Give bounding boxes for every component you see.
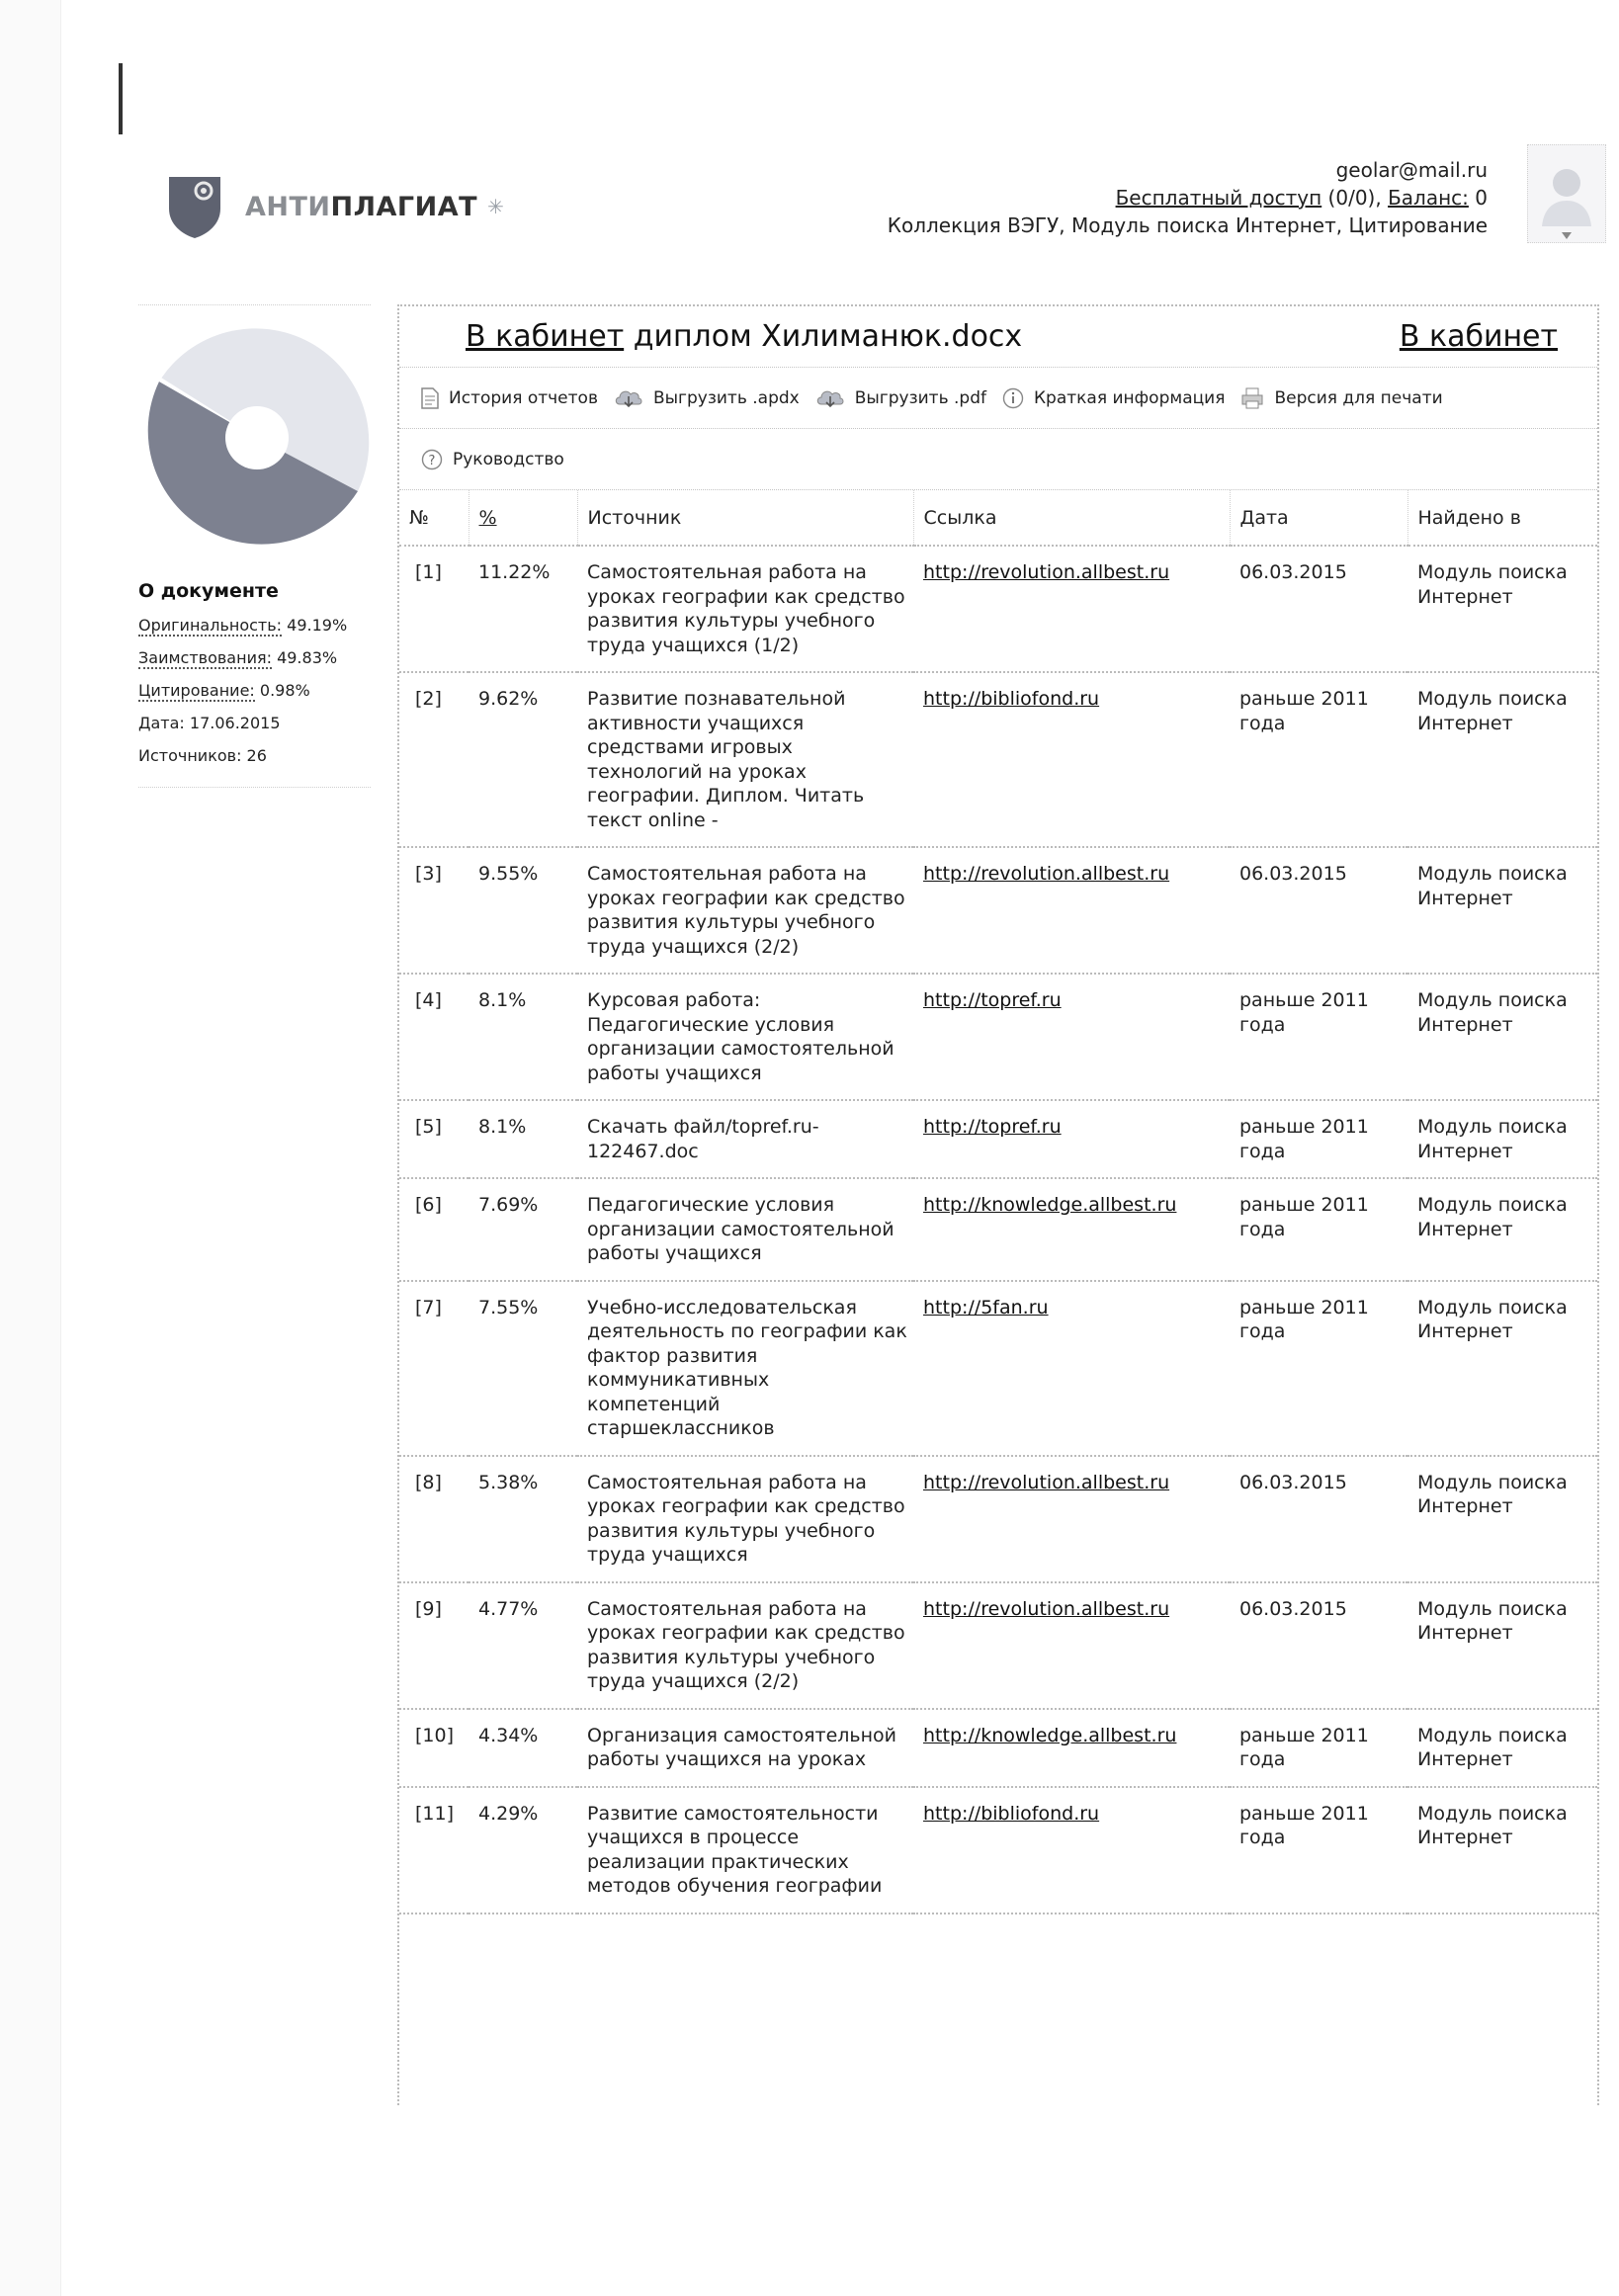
row-found-in: Модуль поиска Интернет	[1407, 847, 1597, 974]
row-number: [4]	[399, 974, 469, 1100]
source-link[interactable]: http://revolution.allbest.ru	[923, 1597, 1170, 1620]
row-found-in: Модуль поиска Интернет	[1407, 974, 1597, 1100]
row-found-in: Модуль поиска Интернет	[1407, 1456, 1597, 1582]
free-access-link[interactable]: Бесплатный доступ	[1115, 186, 1322, 210]
row-found-in: Модуль поиска Интернет	[1407, 1709, 1597, 1787]
source-link[interactable]: http://bibliofond.ru	[923, 688, 1100, 710]
row-percent: 8.1%	[469, 974, 577, 1100]
brief-info-button[interactable]: Краткая информация	[1002, 387, 1225, 409]
star-icon: ✳	[487, 195, 504, 218]
table-row	[399, 1456, 1597, 1582]
printer-icon	[1240, 386, 1264, 410]
account-info	[888, 156, 1488, 239]
balance-link[interactable]: Баланс:	[1388, 186, 1469, 210]
source-link[interactable]: http://5fan.ru	[923, 1296, 1049, 1318]
source-link[interactable]: http://topref.ru	[923, 1116, 1062, 1138]
borrowing-stat[interactable]: Заимствования: 49.83%	[138, 648, 338, 667]
col-number: №	[399, 490, 469, 546]
row-number: [2]	[399, 672, 469, 847]
export-apdx-button[interactable]: Выгрузить .apdx	[614, 386, 800, 410]
scan-mark	[119, 63, 123, 134]
svg-text:?: ?	[428, 453, 436, 468]
help-icon	[421, 449, 443, 470]
source-link[interactable]: http://knowledge.allbest.ru	[923, 1724, 1177, 1746]
sources-table	[399, 490, 1597, 1914]
cabinet-link-right[interactable]: В кабинет	[1399, 319, 1558, 354]
source-link[interactable]: http://revolution.allbest.ru	[923, 561, 1170, 583]
row-percent: 11.22%	[469, 546, 577, 672]
col-source: Источник	[577, 490, 913, 546]
row-percent: 9.62%	[469, 672, 577, 847]
row-source-title: Организация самостоятельной работы учащихся на уроках	[577, 1709, 913, 1787]
sidebar-divider	[138, 304, 371, 305]
about-document-title: О документе	[138, 580, 279, 602]
report-title	[466, 319, 1022, 354]
sources-count: Источников: 26	[138, 746, 267, 765]
table-header-row	[399, 490, 1597, 546]
row-percent: 7.69%	[469, 1178, 577, 1281]
table-row	[399, 1709, 1597, 1787]
row-found-in: Модуль поиска Интернет	[1407, 1100, 1597, 1178]
row-found-in: Модуль поиска Интернет	[1407, 1582, 1597, 1709]
row-date: 06.03.2015	[1230, 1456, 1407, 1582]
col-date: Дата	[1230, 490, 1407, 546]
row-source-title: Скачать файл/topref.ru-122467.doc	[577, 1100, 913, 1178]
table-row	[399, 1281, 1597, 1456]
row-source-title: Самостоятельная работа на уроках географии как средство развития культуры учебного труда учащихся	[577, 1456, 913, 1582]
row-date: раньше 2011 года	[1230, 672, 1407, 847]
row-number: [3]	[399, 847, 469, 974]
avatar[interactable]	[1527, 144, 1606, 243]
table-row	[399, 1100, 1597, 1178]
logo-text: АНТИПЛАГИАТ	[245, 191, 478, 222]
col-percent[interactable]: %	[469, 490, 577, 546]
row-date: 06.03.2015	[1230, 546, 1407, 672]
col-link: Ссылка	[913, 490, 1230, 546]
row-found-in: Модуль поиска Интернет	[1407, 672, 1597, 847]
document-sidebar	[138, 304, 371, 788]
row-link-cell	[913, 1709, 1230, 1787]
row-number: [9]	[399, 1582, 469, 1709]
row-number: [5]	[399, 1100, 469, 1178]
row-source-title: Самостоятельная работа на уроках географии как средство развития культуры учебного труда учащихся (1/2)	[577, 546, 913, 672]
originality-stat[interactable]: Оригинальность: 49.19%	[138, 616, 348, 635]
row-percent: 7.55%	[469, 1281, 577, 1456]
row-source-title: Учебно-исследовательская деятельность по географии как фактор развития коммуникативных компетенций старшеклассников	[577, 1281, 913, 1456]
originality-donut-chart	[140, 321, 374, 554]
row-link-cell	[913, 1582, 1230, 1709]
row-source-title: Самостоятельная работа на уроках географии как средство развития культуры учебного труда учащихся (2/2)	[577, 847, 913, 974]
row-number: [1]	[399, 546, 469, 672]
row-link-cell	[913, 546, 1230, 672]
account-modules: Коллекция ВЭГУ, Модуль поиска Интернет, Цитирование	[887, 213, 1488, 237]
document-icon	[421, 387, 439, 409]
source-link[interactable]: http://revolution.allbest.ru	[923, 863, 1170, 885]
check-date: Дата: 17.06.2015	[138, 714, 281, 732]
table-row	[399, 546, 1597, 672]
report-title-row	[399, 306, 1597, 368]
source-link[interactable]: http://bibliofond.ru	[923, 1802, 1100, 1825]
guide-button[interactable]: ? Руководство	[421, 449, 564, 470]
col-found-in: Найдено в	[1407, 490, 1597, 546]
row-link-cell	[913, 847, 1230, 974]
row-number: [10]	[399, 1709, 469, 1787]
row-found-in: Модуль поиска Интернет	[1407, 1787, 1597, 1913]
row-source-title: Самостоятельная работа на уроках географии как средство развития культуры учебного труда учащихся (2/2)	[577, 1582, 913, 1709]
row-link-cell	[913, 1178, 1230, 1281]
row-date: раньше 2011 года	[1230, 1787, 1407, 1913]
report-toolbar	[399, 368, 1597, 429]
row-source-title: Курсовая работа: Педагогические условия организации самостоятельной работы учащихся	[577, 974, 913, 1100]
row-link-cell	[913, 672, 1230, 847]
table-row	[399, 1178, 1597, 1281]
history-button[interactable]: История отчетов	[421, 387, 598, 409]
print-version-button[interactable]: Версия для печати	[1240, 386, 1442, 410]
row-link-cell	[913, 1787, 1230, 1913]
source-link[interactable]: http://revolution.allbest.ru	[923, 1471, 1170, 1493]
row-link-cell	[913, 1100, 1230, 1178]
row-date: раньше 2011 года	[1230, 1178, 1407, 1281]
row-date: раньше 2011 года	[1230, 1281, 1407, 1456]
account-access-line: Бесплатный доступ (0/0), Баланс: 0	[1115, 186, 1488, 210]
row-percent: 9.55%	[469, 847, 577, 974]
table-row	[399, 847, 1597, 974]
source-link[interactable]: http://topref.ru	[923, 989, 1062, 1011]
account-email: geolar@mail.ru	[1335, 158, 1488, 182]
row-link-cell	[913, 1281, 1230, 1456]
table-row	[399, 672, 1597, 847]
row-date: раньше 2011 года	[1230, 1100, 1407, 1178]
citation-stat[interactable]: Цитирование: 0.98%	[138, 681, 310, 700]
row-link-cell	[913, 974, 1230, 1100]
sidebar-divider	[138, 787, 371, 788]
row-percent: 4.34%	[469, 1709, 577, 1787]
cloud-download-icon	[815, 386, 845, 410]
row-number: [6]	[399, 1178, 469, 1281]
row-percent: 4.29%	[469, 1787, 577, 1913]
row-date: 06.03.2015	[1230, 847, 1407, 974]
shield-logo-icon	[166, 173, 223, 240]
cabinet-link-left[interactable]: В кабинет	[466, 319, 625, 354]
row-found-in: Модуль поиска Интернет	[1407, 546, 1597, 672]
scan-page-edge	[0, 0, 61, 2296]
antiplagiat-logo[interactable]	[166, 173, 504, 240]
row-link-cell	[913, 1456, 1230, 1582]
cloud-download-icon	[614, 386, 643, 410]
row-source-title: Развитие познавательной активности учащихся средствами игровых технологий на уроках географии. Диплом. Читать текст online -	[577, 672, 913, 847]
row-found-in: Модуль поиска Интернет	[1407, 1178, 1597, 1281]
row-date: 06.03.2015	[1230, 1582, 1407, 1709]
report-panel	[397, 304, 1599, 2105]
row-percent: 5.38%	[469, 1456, 577, 1582]
row-date: раньше 2011 года	[1230, 974, 1407, 1100]
table-row	[399, 974, 1597, 1100]
row-percent: 4.77%	[469, 1582, 577, 1709]
source-link[interactable]: http://knowledge.allbest.ru	[923, 1194, 1177, 1216]
row-date: раньше 2011 года	[1230, 1709, 1407, 1787]
table-row	[399, 1582, 1597, 1709]
row-found-in: Модуль поиска Интернет	[1407, 1281, 1597, 1456]
document-name: диплом Хилиманюк.docx	[624, 319, 1023, 354]
info-icon	[1002, 387, 1024, 409]
user-silhouette-icon	[1528, 145, 1605, 242]
row-number: [7]	[399, 1281, 469, 1456]
row-number: [11]	[399, 1787, 469, 1913]
row-source-title: Развитие самостоятельности учащихся в процессе реализации практических методов обучения географии	[577, 1787, 913, 1913]
row-number: [8]	[399, 1456, 469, 1582]
row-source-title: Педагогические условия организации самостоятельной работы учащихся	[577, 1178, 913, 1281]
guide-row	[399, 429, 1597, 490]
table-row	[399, 1787, 1597, 1913]
export-pdf-button[interactable]: Выгрузить .pdf	[815, 386, 986, 410]
row-percent: 8.1%	[469, 1100, 577, 1178]
